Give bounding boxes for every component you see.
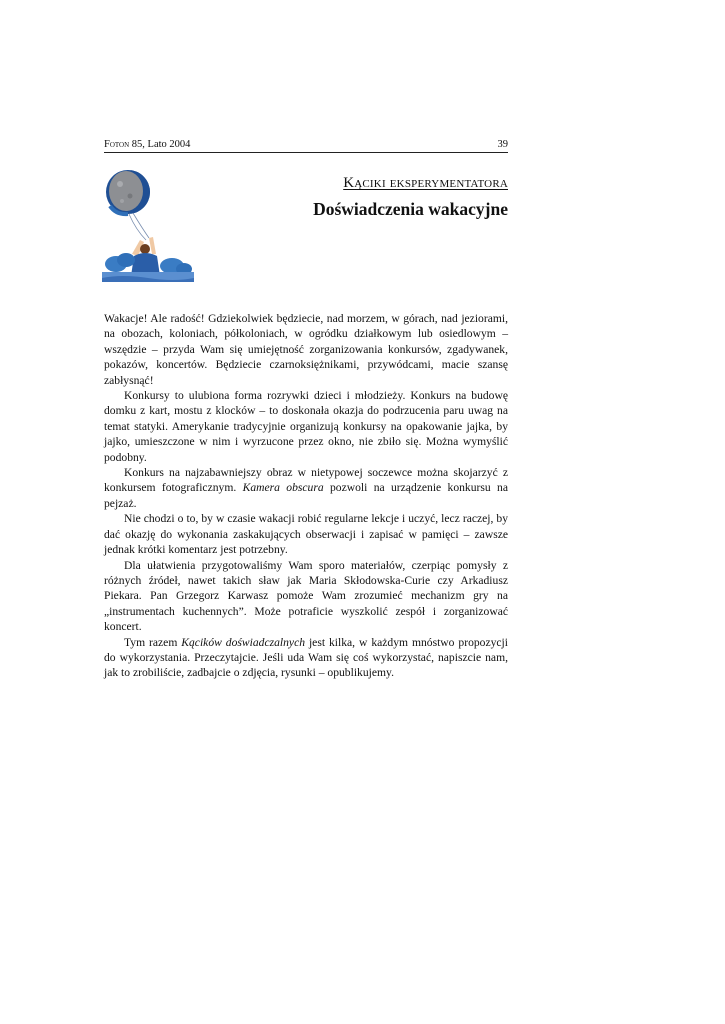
paragraph-text: jest kilka, w każdym mnóstwo propozycji do wykorzystania. Przeczytajcie. Jeśli uda Wam się coś wykorzystać, napiszcie nam, jak to zrobiliście, zadbajcie o zdjęcia, rysunki – opublikujemy. [104, 635, 508, 680]
paragraph-text: Tym razem [124, 635, 182, 649]
paragraph-text: Dla ułatwienia przygotowaliśmy Wam sporo materiałów, czerpiąc pomysły z różnych źródeł, nawet takich sław jak Maria Skłodowska-Curie czy Arkadiusz Piekara. Pan Grzegorz Karwasz pomoże Wam zrozumieć mechanizm gry na „instrumentach kuchennych”. Może potraficie wyszkolić zespół i zorganizować koncert. [104, 558, 508, 634]
paragraph-text: Konkursy to ulubiona forma rozrywki dzieci i młodzieży. Konkurs na budowę domku z kart, mostu z klocków – to doskonała okazja do podrzucenia paru uwag na temat statyki. Amerykanie tradycyjnie organizują konkursy na opakowanie jajka, by jajko, umieszczone w nim i wyrzucone przez okno, nie zbiło się. Można wymyślić podobny. [104, 389, 508, 464]
section-label: Kąciki eksperymentatora [343, 175, 508, 191]
paragraph [104, 635, 508, 681]
journal-citation [104, 139, 190, 151]
article-title: Doświadczenia wakacyjne [313, 199, 508, 219]
paragraph-text: Konkurs na najzabawniejszy obraz w nietypowej soczewce można skojarzyć z konkursem fotograficznym. [104, 466, 508, 495]
journal-issue: 85, Lato 2004 [129, 139, 191, 150]
paragraph-text: pozwoli na urządzenie konkursu na pejzaż. [104, 481, 508, 510]
running-header [104, 139, 508, 153]
paragraph [104, 558, 508, 635]
balloon-child-illustration [102, 168, 194, 286]
italic-phrase: Kącików doświadczalnych [181, 635, 306, 649]
paragraph [104, 311, 508, 388]
italic-phrase: Kamera obscura [242, 481, 324, 495]
article-body [104, 311, 508, 681]
paragraph [104, 511, 508, 557]
journal-name: Foton [104, 139, 130, 150]
paragraph-text: Wakacje! Ale radość! Gdziekolwiek będziecie, nad morzem, w górach, nad jeziorami, na obozach, koloniach, półkoloniach, w ogródku działkowym lub osiedlowym – wszędzie – przyda Wam się umiejętność zorganizowania konkursów, zgadywanek, pokazów, koncertów. Będziecie czarnoksiężnikami, przywódcami, macie szansę zabłysnąć! [104, 312, 508, 387]
page-number: 39 [497, 139, 508, 150]
paragraph [104, 388, 508, 465]
paragraph-text: Nie chodzi o to, by w czasie wakacji robić regularne lekcje i uczyć, lecz raczej, by dać okazję do wykonania zaskakujących obserwacji i zapisać w pamięci – zawsze jednak krótki komentarz jest potrzebny. [104, 512, 508, 557]
paragraph [104, 465, 508, 511]
balloon-child-icon [102, 168, 194, 286]
